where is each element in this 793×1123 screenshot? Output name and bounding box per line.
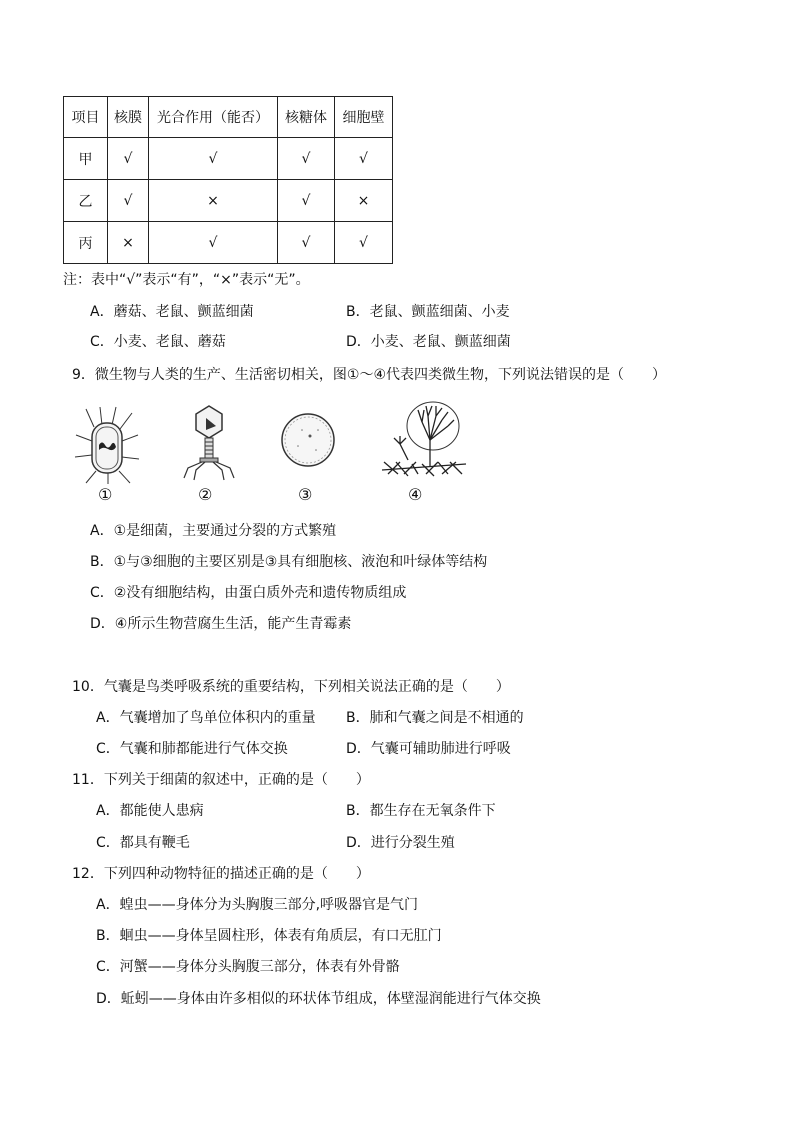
table-header-cell: 核糖体 [278, 97, 335, 138]
q11-option-b: B．都生存在无氧条件下 [346, 803, 496, 819]
yeast-cell-figure [278, 410, 338, 470]
q12-option-b: B．蛔虫——身体呈圆柱形，体表有角质层，有口无肛门 [96, 928, 442, 944]
table-header-row [64, 97, 393, 138]
figure-label-3: ③ [298, 485, 313, 504]
q10-option-a: A．气囊增加了鸟单位体积内的重量 [96, 710, 316, 726]
q9-option-b: B．①与③细胞的主要区别是③具有细胞核、液泡和叶绿体等结构 [90, 554, 488, 570]
table-header-cell: 核膜 [108, 97, 149, 138]
penicillium-mold-figure [378, 400, 470, 480]
q8-option-d: D．小麦、老鼠、颤蓝细菌 [346, 334, 511, 350]
q12-option-a: A．蝗虫——身体分为头胸腹三部分,呼吸器官是气门 [96, 897, 419, 913]
table-header-cell: 项目 [64, 97, 108, 138]
q10-option-b: B．肺和气囊之间是不相通的 [346, 710, 524, 726]
q10-stem: 10．气囊是鸟类呼吸系统的重要结构，下列相关说法正确的是（ ） [72, 679, 510, 695]
table-cell: × [149, 180, 278, 222]
figure-label-2: ② [198, 485, 213, 504]
q11-option-d: D．进行分裂生殖 [346, 835, 455, 851]
q10-option-d: D．气囊可辅助肺进行呼吸 [346, 741, 511, 757]
bacteriophage-figure [178, 402, 240, 482]
q8-option-c: C．小麦、老鼠、蘑菇 [90, 334, 226, 350]
table-cell: √ [335, 222, 393, 264]
q9-option-c: C．②没有细胞结构，由蛋白质外壳和遗传物质组成 [90, 585, 407, 601]
q12-option-c: C．河蟹——身体分头胸腹三部分，体表有外骨骼 [96, 959, 400, 975]
figure-label-1: ① [98, 485, 113, 504]
table-header-cell: 细胞壁 [335, 97, 393, 138]
table-cell: √ [149, 138, 278, 180]
figure-label-4: ④ [408, 485, 423, 504]
bacterium-figure [72, 405, 142, 485]
cell-properties-table [63, 96, 393, 264]
table-header-cell: 光合作用（能否） [149, 97, 278, 138]
table-row [64, 138, 393, 180]
table-row [64, 222, 393, 264]
table-row [64, 180, 393, 222]
q11-option-c: C．都具有鞭毛 [96, 835, 190, 851]
q8-option-a: A．蘑菇、老鼠、颤蓝细菌 [90, 304, 254, 320]
table-cell: √ [108, 138, 149, 180]
table-cell: √ [278, 138, 335, 180]
table-cell: × [108, 222, 149, 264]
table-cell: 甲 [64, 138, 108, 180]
table-cell: 丙 [64, 222, 108, 264]
table-cell: √ [108, 180, 149, 222]
table-cell: √ [278, 180, 335, 222]
table-cell: √ [335, 138, 393, 180]
q9-option-d: D．④所示生物营腐生生活，能产生青霉素 [90, 616, 352, 632]
table-cell: 乙 [64, 180, 108, 222]
q11-stem: 11．下列关于细菌的叙述中，正确的是（ ） [72, 772, 370, 788]
q10-option-c: C．气囊和肺都能进行气体交换 [96, 741, 288, 757]
table-cell: × [335, 180, 393, 222]
q9-stem: 9．微生物与人类的生产、生活密切相关，图①～④代表四类微生物，下列说法错误的是（ ） [72, 367, 667, 383]
q12-stem: 12．下列四种动物特征的描述正确的是（ ） [72, 866, 370, 882]
q12-option-d: D．蚯蚓——身体由许多相似的环状体节组成，体壁湿润能进行气体交换 [96, 991, 541, 1007]
q9-option-a: A．①是细菌，主要通过分裂的方式繁殖 [90, 523, 337, 539]
table-note: 注：表中“√”表示“有”，“×”表示“无”。 [63, 272, 310, 288]
table-cell: √ [149, 222, 278, 264]
table-cell: √ [278, 222, 335, 264]
q11-option-a: A．都能使人患病 [96, 803, 204, 819]
q8-option-b: B．老鼠、颤蓝细菌、小麦 [346, 304, 510, 320]
